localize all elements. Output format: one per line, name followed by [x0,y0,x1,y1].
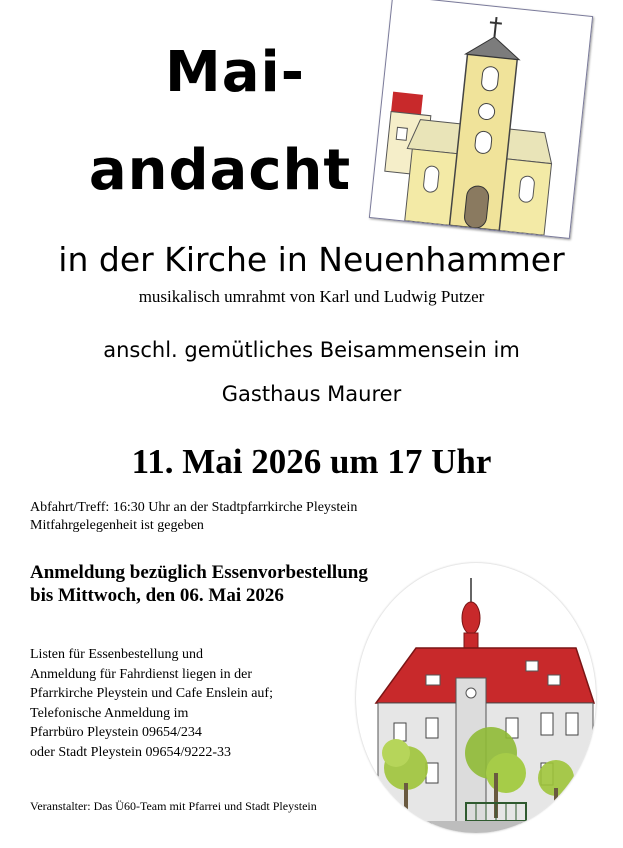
town-hall-drawing [356,563,596,833]
info-line: Anmeldung für Fahrdienst liegen in der [30,666,253,682]
title-line-1: Mai- [165,40,305,105]
event-date: 11. Mai 2026 um 17 Uhr [131,442,492,481]
departure-line-1: Abfahrt/Treff: 16:30 Uhr an der Stadtpfarrkirche Pleystein [30,500,358,515]
registration-line-1: Anmeldung bezüglich Essenvorbestellung [30,562,368,583]
departure-line-2: Mitfahrgelegenheit ist gegeben [30,518,204,533]
registration-line-2: bis Mittwoch, den 06. Mai 2026 [30,585,284,606]
info-line: Listen für Essenbestellung und [30,647,204,662]
town-hall-illustration [356,563,596,833]
info-line: Telefonische Anmeldung im [30,705,189,721]
info-line: Pfarrbüro Pleystein 09654/234 [30,725,202,740]
music-line: musikalisch umrahmt von Karl und Ludwig Putzer [138,287,485,306]
social-line-2: Gasthaus Maurer [221,382,402,406]
church-drawing [370,0,592,238]
social-line-1: anschl. gemütliches Beisammensein im [103,338,520,362]
organizer-line: Veranstalter: Das Ü60-Team mit Pfarrei und Stadt Pleystein [30,799,317,813]
church-illustration [369,0,593,239]
location-line: in der Kirche in Neuenhammer [58,240,565,279]
info-block [30,645,273,762]
info-line: oder Stadt Pleystein 09654/9222-33 [30,744,232,760]
info-line: Pfarrkirche Pleystein und Cafe Enslein auf; [30,686,273,701]
title-line-2: andacht [88,138,352,203]
